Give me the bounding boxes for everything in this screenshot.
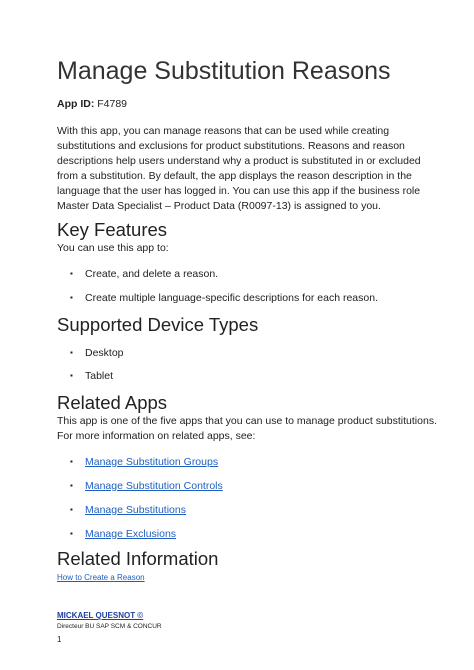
- page-number: 1: [57, 635, 62, 644]
- list-item-text: Create, and delete a reason.: [85, 268, 219, 280]
- link-manage-substitution-controls[interactable]: Manage Substitution Controls: [85, 480, 223, 492]
- list-item: [70, 268, 218, 280]
- list-item-text: Create multiple language-specific descriptions for each reason.: [85, 292, 378, 304]
- list-item: [70, 504, 186, 516]
- related-apps-heading: Related Apps: [57, 392, 168, 413]
- bullet-icon: ▪: [70, 269, 73, 278]
- link-manage-exclusions[interactable]: Manage Exclusions: [85, 528, 177, 540]
- bullet-icon: ▪: [70, 348, 73, 357]
- footer-author-role: Directeur BU SAP SCM & CONCUR: [57, 623, 162, 630]
- list-item-text: Tablet: [85, 370, 114, 382]
- list-item-text: Desktop: [85, 347, 124, 359]
- supported-devices-heading: Supported Device Types: [57, 314, 259, 335]
- app-id-label: App ID:: [57, 98, 95, 110]
- app-id-value: F4789: [97, 98, 128, 110]
- bullet-icon: ▪: [70, 371, 73, 380]
- app-id-line: [57, 98, 127, 110]
- bullet-icon: ▪: [70, 293, 73, 302]
- list-item: [70, 370, 113, 382]
- bullet-icon: ▪: [70, 481, 73, 490]
- list-item: [70, 456, 218, 468]
- page-title: Manage Substitution Reasons: [57, 57, 391, 85]
- list-item: [70, 528, 176, 540]
- list-item: [70, 292, 378, 304]
- list-item: [70, 480, 223, 492]
- bullet-icon: ▪: [70, 505, 73, 514]
- footer-author-name: MICKAEL QUESNOT ©: [57, 611, 144, 620]
- list-item: [70, 347, 124, 359]
- intro-paragraph: With this app, you can manage reasons that can be used while creating substitutions and exclusions for product substitutions. Reasons and reason descriptions help users understand why a product is substituted in or excluded from a substitution. By default, the app displays the reason description in the language that the user has logged in. You can use this app if the business role Master Data Specialist – Product Data (R0097-13) is assigned to you.: [57, 125, 421, 212]
- key-features-lead: You can use this app to:: [57, 242, 169, 254]
- bullet-icon: ▪: [70, 457, 73, 466]
- link-manage-substitution-groups[interactable]: Manage Substitution Groups: [85, 456, 219, 468]
- link-manage-substitutions[interactable]: Manage Substitutions: [85, 504, 186, 516]
- key-features-heading: Key Features: [57, 219, 168, 240]
- link-how-to-create-reason[interactable]: How to Create a Reason: [57, 573, 145, 582]
- related-apps-lead: This app is one of the five apps that you can use to manage product substitutions. For more information on related apps, see:: [57, 415, 437, 442]
- related-information-heading: Related Information: [57, 548, 219, 569]
- bullet-icon: ▪: [70, 529, 73, 538]
